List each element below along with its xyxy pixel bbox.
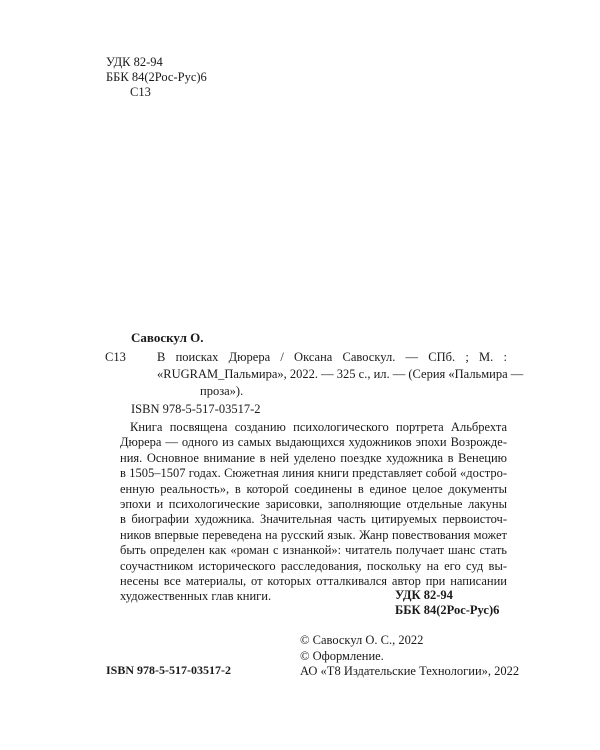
catalog-row-2: [105, 366, 524, 383]
annotation-line: Дюрера — одного из самых выдающихся художников эпохи Возрожде-: [120, 435, 507, 450]
top-bbk-code: ББК 84(2Рос-Рус)6: [106, 70, 207, 84]
catalog-isbn: ISBN 978-5-517-03517-2: [131, 402, 261, 416]
bottom-udk-code: УДК 82-94: [395, 588, 453, 602]
copyright-design: © Оформление.: [300, 648, 384, 663]
annotation-line: в 1505–1507 годах. Сюжетная линия книги представляет собой «достро-: [120, 466, 507, 481]
catalog-line-3: проза»).: [200, 384, 244, 398]
catalog-author-mark: С13: [105, 350, 126, 364]
catalog-entry: [105, 349, 524, 400]
catalog-line-1: В поисках Дюрера / Оксана Савоскул. — СПб. ; М. :: [157, 350, 507, 364]
bottom-isbn: ISBN 978-5-517-03517-2: [106, 663, 231, 677]
catalog-author-name: Савоскул О.: [131, 330, 204, 345]
annotation-line: Книга посвящена созданию психологического портрета Альбрехта: [130, 420, 507, 434]
top-udk-code: УДК 82-94: [106, 55, 163, 69]
annotation-line: в биографии художника. Значительная часть цитируемых первоисточ-: [120, 512, 507, 527]
copyright-publisher: АО «Т8 Издательские Технологии», 2022: [300, 664, 520, 678]
annotation-line: художественных глав книги.: [120, 589, 272, 604]
catalog-row-3: [105, 383, 507, 400]
catalog-row-1: [105, 349, 507, 366]
copyright-author: © Савоскул О. С., 2022: [300, 633, 424, 647]
bottom-classification-codes: [395, 588, 507, 618]
top-classification-codes: [106, 55, 306, 100]
annotation-line: соучастником исторического расследования, поскольку на его суд вы-: [120, 558, 507, 573]
catalog-line-2: «RUGRAM_Пальмира», 2022. — 325 с., ил. — (Серия «Пальмира —: [157, 367, 524, 381]
annotation-line: ния. Основное внимание в ней уделено поездке художника в Венецию: [120, 450, 507, 465]
annotation-text: [120, 420, 507, 605]
annotation-line: быть определен как «роман с изнанкой»: читатель получает шанс стать: [120, 543, 507, 558]
top-author-mark: С13: [130, 85, 151, 99]
annotation-line: эпохи и психологические зарисовки, заполняющие отдельные лакуны: [120, 496, 507, 511]
annotation-line: ников впервые переведена на русский язык. Жанр повествования может: [120, 527, 507, 542]
bottom-bbk-code: ББК 84(2Рос-Рус)6: [395, 603, 500, 617]
annotation-line: енную реальность», в которой соединены в единое целое документы: [120, 481, 507, 496]
copyright-block: [300, 633, 520, 680]
annotation-line: несены все материалы, от которых отталкивался автор при написании: [120, 573, 507, 588]
